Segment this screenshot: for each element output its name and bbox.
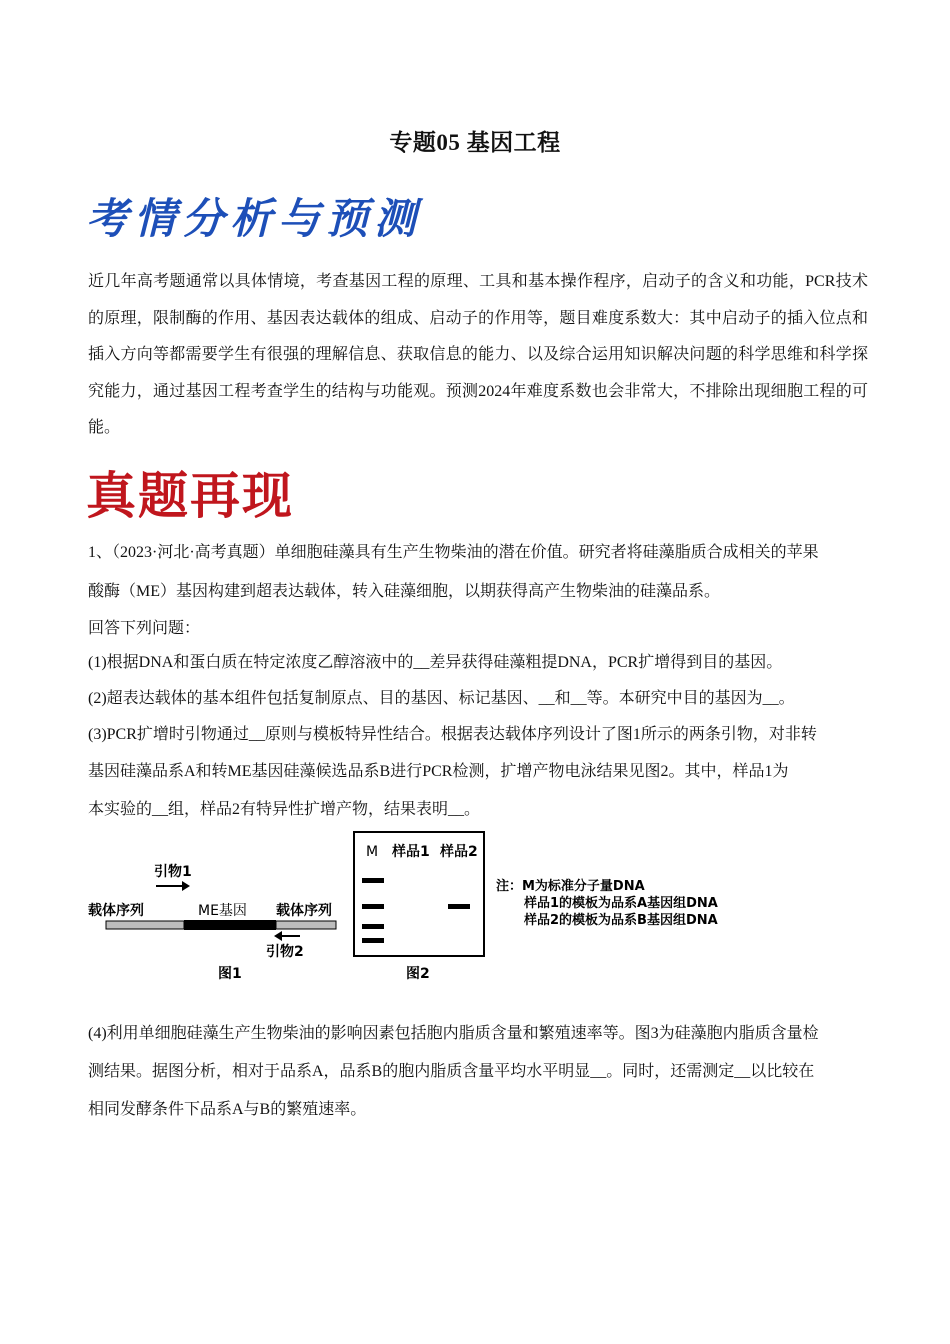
fig1-vector-right-label: 载体序列 [276, 903, 332, 919]
fig1-gene-label: ME基因 [198, 903, 247, 919]
question-part4-line3: 相同发酵条件下品系A与B的繁殖速率。 [88, 1101, 367, 1118]
fig2-note-line2: 样品1的模板为品系A基因组DNA [524, 896, 718, 911]
question-part4-line2: 测结果。据图分析，相对于品系A，品系B的胞内脂质含量平均水平明显__。同时，还需测定__以比较在 [88, 1063, 815, 1080]
question-part3-line1: (3)PCR扩增时引物通过__原则与模板特异性结合。根据表达载体序列设计了图1所示的两条引物，对非转 [88, 726, 817, 743]
fig2-lane-sample2-label: 样品2 [440, 844, 478, 860]
fig1-vector-right-segment [276, 921, 336, 929]
fig2-marker-band [362, 878, 384, 883]
section-banner-real-questions: 真题再现 [86, 466, 294, 525]
fig1-caption: 图1 [218, 966, 242, 982]
question-part3-line3: 本实验的__组，样品2有特异性扩增产物，结果表明__。 [88, 801, 481, 818]
fig2-lane-sample1-label: 样品1 [392, 844, 430, 860]
question-stem-line2: 酸酶（ME）基因构建到超表达载体，转入硅藻细胞，以期获得高产生物柴油的硅藻品系。 [88, 583, 721, 600]
question-prompt: 回答下列问题： [88, 620, 201, 637]
fig1-primer1-label: 引物1 [154, 864, 192, 880]
fig2-marker-band [362, 904, 384, 909]
figure1 [88, 863, 336, 982]
question-part1: (1)根据DNA和蛋白质在特定浓度乙醇溶液中的__差异获得硅藻粗提DNA，PCR扩增得到目的基因。 [88, 654, 783, 671]
figure2 [354, 832, 718, 982]
fig2-note-line3: 样品2的模板为品系B基因组DNA [524, 913, 718, 928]
fig2-marker-band [362, 924, 384, 929]
fig1-gene-segment [184, 920, 276, 930]
question-stem-line1: 1、（2023·河北·高考真题）单细胞硅藻具有生产生物柴油的潜在价值。研究者将硅藻脂质合成相关的苹果 [88, 544, 819, 561]
fig1-primer2-label: 引物2 [266, 944, 304, 960]
fig2-marker-band [362, 938, 384, 943]
question-part3-line2: 基因硅藻品系A和转ME基因硅藻候选品系B进行PCR检测，扩增产物电泳结果见图2。其中，样品1为 [88, 763, 789, 780]
page-title: 专题05 基因工程 [389, 130, 561, 155]
question-part4-line1: (4)利用单细胞硅藻生产生物柴油的影响因素包括胞内脂质含量和繁殖速率等。图3为硅藻胞内脂质含量检 [88, 1025, 819, 1042]
fig1-vector-left-label: 载体序列 [88, 903, 144, 919]
fig2-note-line1: 注：M为标准分子量DNA [496, 879, 645, 894]
figures-1-2 [86, 828, 766, 988]
question-part2: (2)超表达载体的基本组件包括复制原点、目的基因、标记基因、__和__等。本研究中目的基因为__。 [88, 690, 795, 707]
fig2-lane-m-label: M [366, 844, 379, 860]
fig1-vector-left-segment [106, 921, 184, 929]
fig2-caption: 图2 [406, 966, 430, 982]
intro-paragraph: 近几年高考题通常以具体情境，考查基因工程的原理、工具和基本操作程序，启动子的含义和功能，PCR技术的原理，限制酶的作用、基因表达载体的组成、启动子的作用等，题目难度系数大：其中启动子的插入位点和插入方向等都需要学生有很强的理解信息、获取信息的能力、以及综合运用知识解决问题的科学思维和科学探究能力，通过基因工程考查学生的结构与功能观。预测2024年难度系数也会非常大，不排除出现细胞工程的可能。 [88, 273, 868, 436]
fig1-primer1-arrowhead [182, 881, 190, 891]
fig2-sample2-band [448, 904, 470, 909]
section-banner-analysis: 考情分析与预测 [86, 194, 423, 243]
fig1-primer2-arrowhead [274, 931, 282, 941]
